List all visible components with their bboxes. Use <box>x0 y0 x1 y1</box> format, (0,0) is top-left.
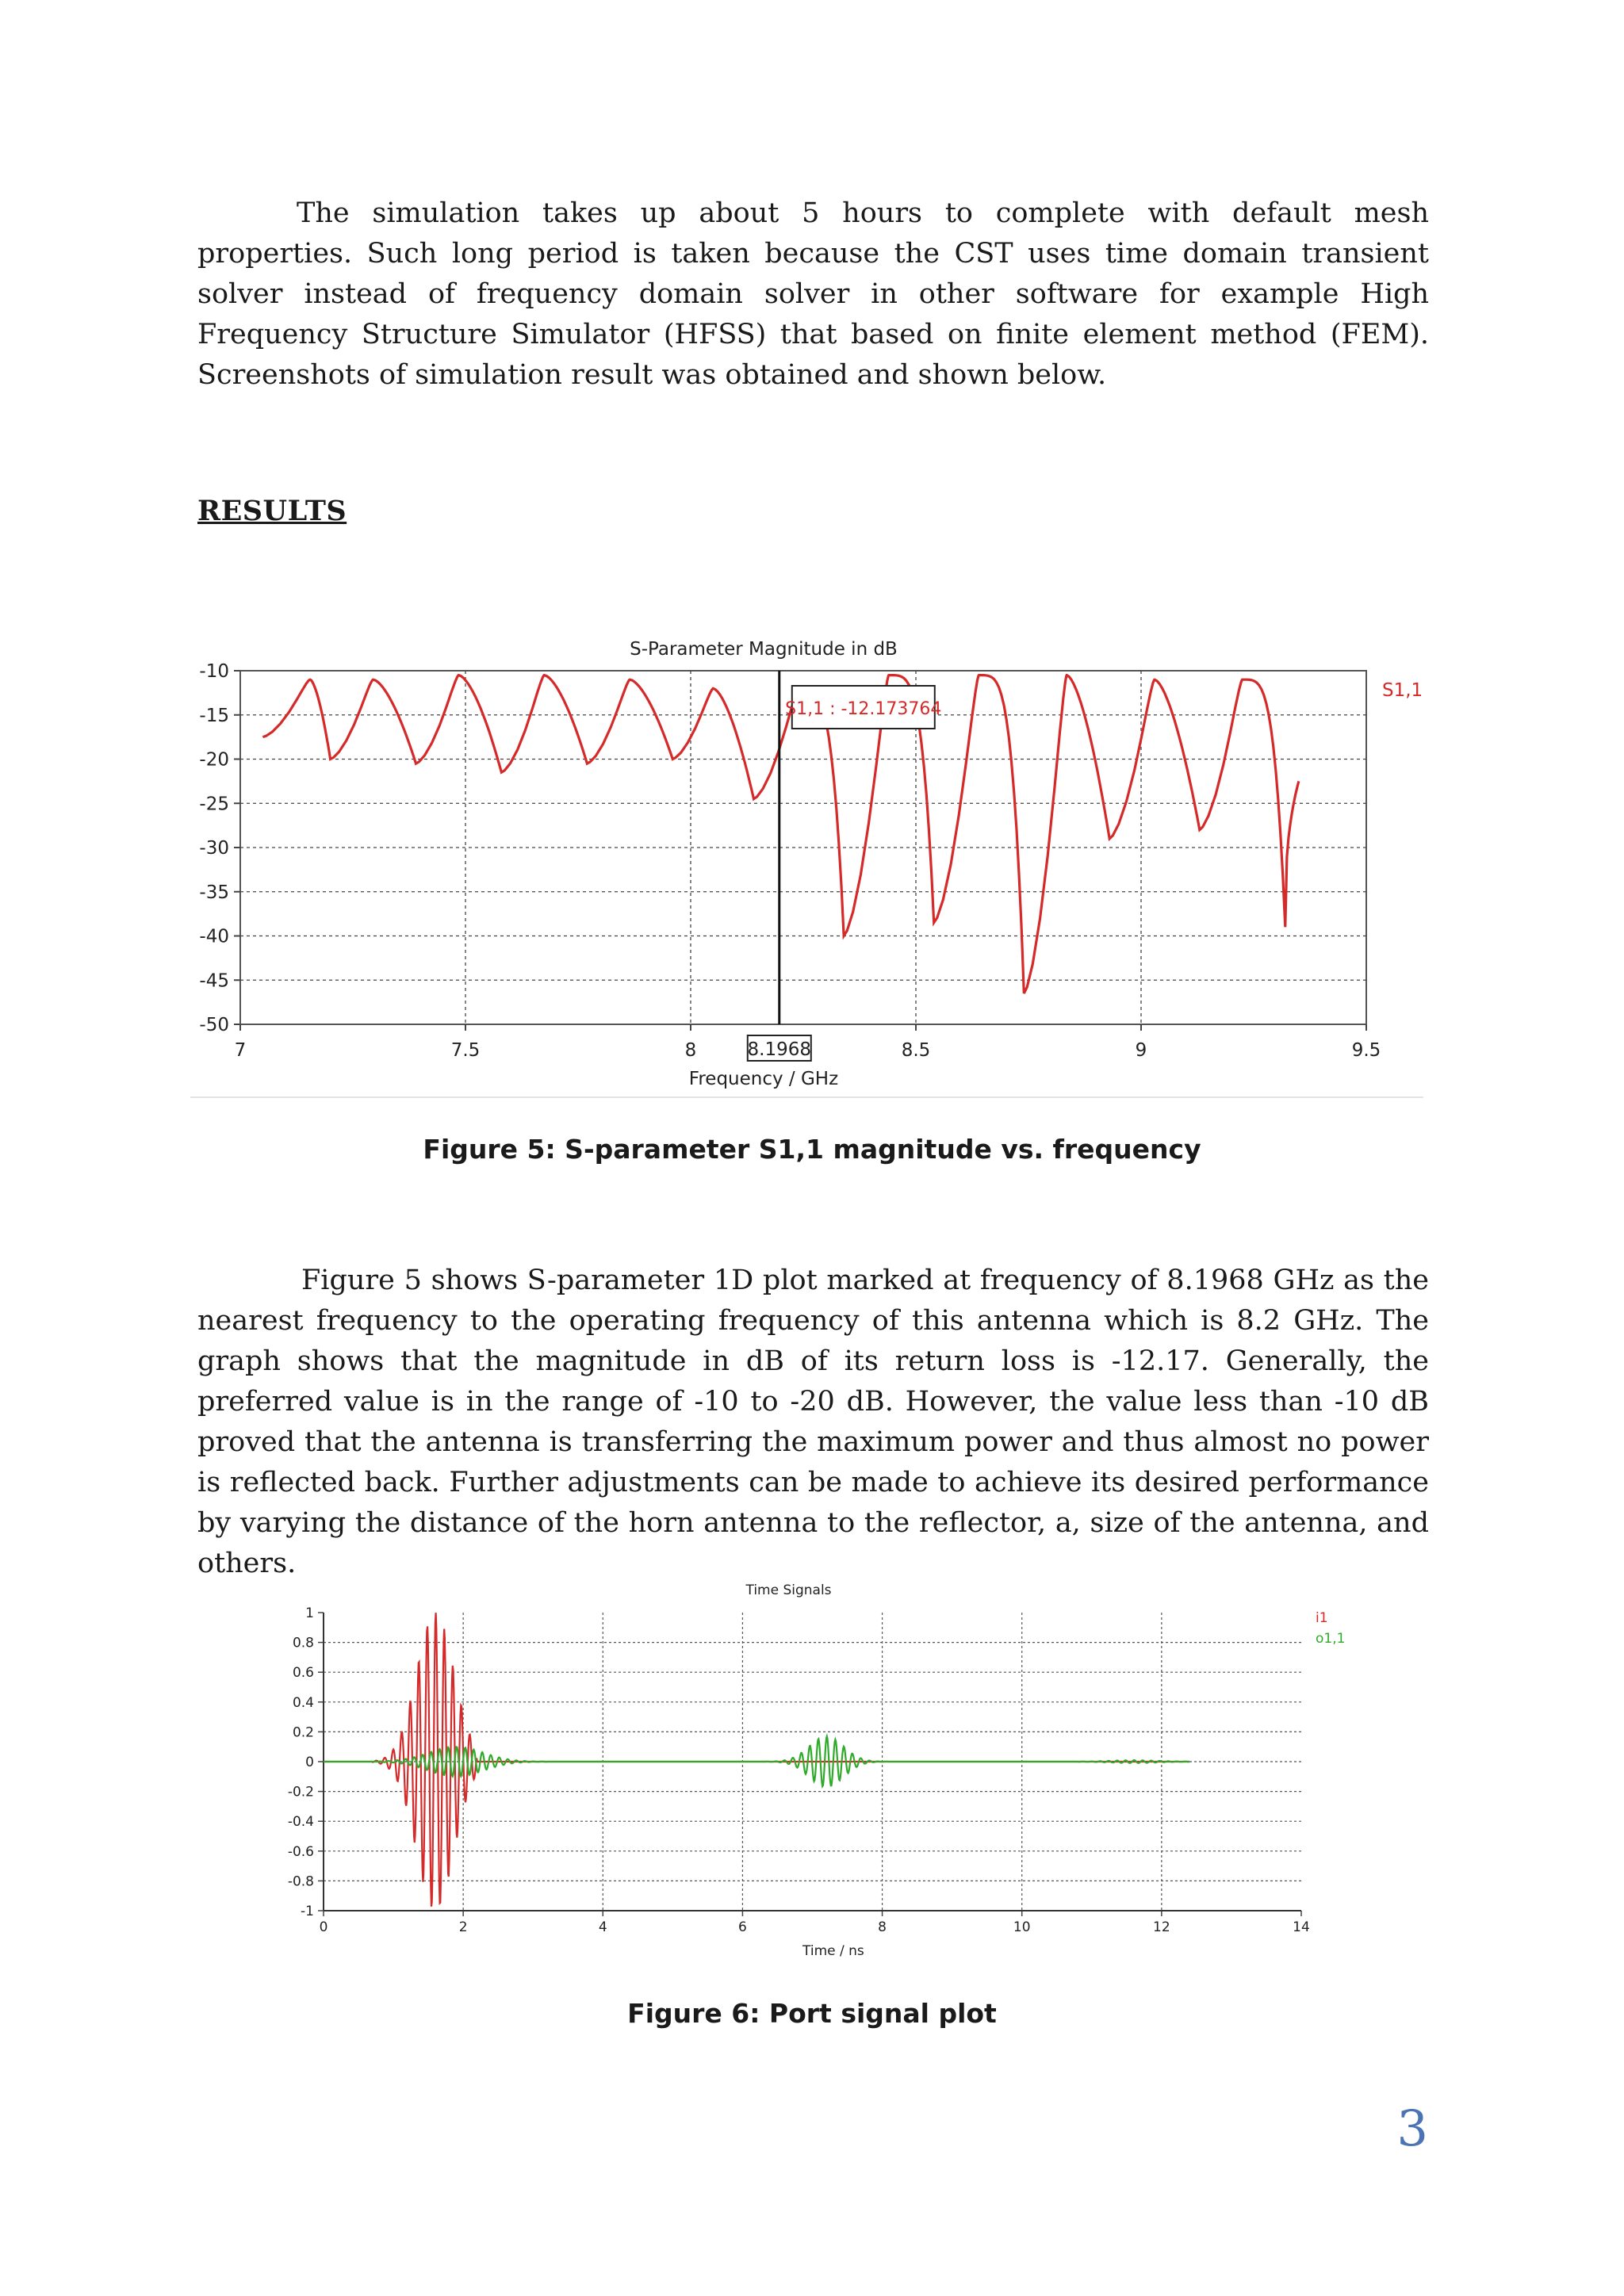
figure-6-caption: Figure 6: Port signal plot <box>627 1998 997 2029</box>
y-tick-label: -30 <box>199 838 229 859</box>
y-tick-label: 0.2 <box>292 1724 314 1741</box>
y-tick-label: -25 <box>199 794 229 815</box>
marker-label: S1,1 : -12.173764 <box>785 699 942 719</box>
x-tick-label: 7.5 <box>450 1040 481 1061</box>
x-axis-label: Frequency / GHz <box>688 1069 839 1089</box>
x-axis-label: Time / ns <box>802 1943 864 1959</box>
y-tick-label: -10 <box>199 661 229 682</box>
x-tick-label: 8 <box>878 1919 887 1935</box>
y-tick-label: -20 <box>199 749 229 771</box>
x-tick-label: 8 <box>684 1040 697 1061</box>
x-tick-label: 0 <box>319 1919 328 1935</box>
y-tick-label: -0.6 <box>287 1843 314 1860</box>
chart-title: S-Parameter Magnitude in dB <box>630 639 898 660</box>
x-tick-label: 12 <box>1153 1919 1170 1935</box>
series-i1-line <box>324 1613 1189 1907</box>
y-tick-label: 1 <box>305 1605 314 1621</box>
chart-title: Time Signals <box>745 1582 832 1598</box>
page-number: 3 <box>1396 2099 1428 2157</box>
time-signals-chart <box>270 1574 1364 1962</box>
legend-i1: i1 <box>1316 1610 1328 1626</box>
x-tick-label: 2 <box>458 1919 468 1935</box>
x-tick-label: 14 <box>1293 1919 1310 1935</box>
x-tick-label: 10 <box>1013 1919 1031 1935</box>
legend-o11: o1,1 <box>1316 1631 1346 1647</box>
s-parameter-chart <box>190 626 1435 1102</box>
y-tick-label: 0.8 <box>292 1635 314 1651</box>
y-tick-label: -40 <box>199 926 229 947</box>
y-tick-label: 0.6 <box>292 1665 314 1682</box>
x-tick-label: 4 <box>598 1919 607 1935</box>
x-tick-label: 9 <box>1135 1040 1147 1061</box>
y-tick-label: -0.8 <box>287 1873 314 1890</box>
results-heading: RESULTS <box>197 495 347 527</box>
x-tick-label: 7 <box>234 1040 247 1061</box>
legend-s11: S1,1 <box>1382 680 1423 701</box>
y-tick-label: -1 <box>301 1904 314 1919</box>
figure-5-caption: Figure 5: S-parameter S1,1 magnitude vs. frequency <box>423 1134 1201 1165</box>
x-tick-label: 9.5 <box>1351 1040 1381 1061</box>
y-tick-label: -45 <box>199 970 229 992</box>
discussion-paragraph: Figure 5 shows S-parameter 1D plot marked at frequency of 8.1968 GHz as the nearest frequency to the operating frequency of this antenna which is 8.2 GHz. The graph shows that the magnitude in dB of its return loss is -12.17. Generally, the preferred value is in the range of -10 to -20 dB. However, the value less than -10 dB proved that the antenna is transferring the maximum power and thus almost no power is reflected back. Further adjustments can be made to achieve its desired performance by varying the distance of the horn antenna to the reflector, a, size of the antenna, and others. <box>197 1265 1429 1579</box>
x-tick-label: 6 <box>738 1919 747 1935</box>
y-tick-label: -50 <box>199 1015 229 1035</box>
y-tick-label: -35 <box>199 882 229 903</box>
y-tick-label: -0.2 <box>287 1784 314 1800</box>
y-tick-label: -15 <box>199 705 229 726</box>
y-tick-label: 0 <box>305 1755 314 1770</box>
marker-x-label: 8.1968 <box>747 1039 812 1060</box>
intro-paragraph: The simulation takes up about 5 hours to complete with default mesh properties. Such long period is taken because the CST uses time domain transient solver instead of frequency domain solver in other software for example High Frequency Structure Simulator (HFSS) that based on finite element method (FEM). Screenshots of simulation result was obtained and shown below. <box>197 197 1429 391</box>
y-tick-label: -0.4 <box>287 1814 314 1831</box>
y-tick-label: 0.4 <box>292 1694 314 1711</box>
x-tick-label: 8.5 <box>901 1040 931 1061</box>
